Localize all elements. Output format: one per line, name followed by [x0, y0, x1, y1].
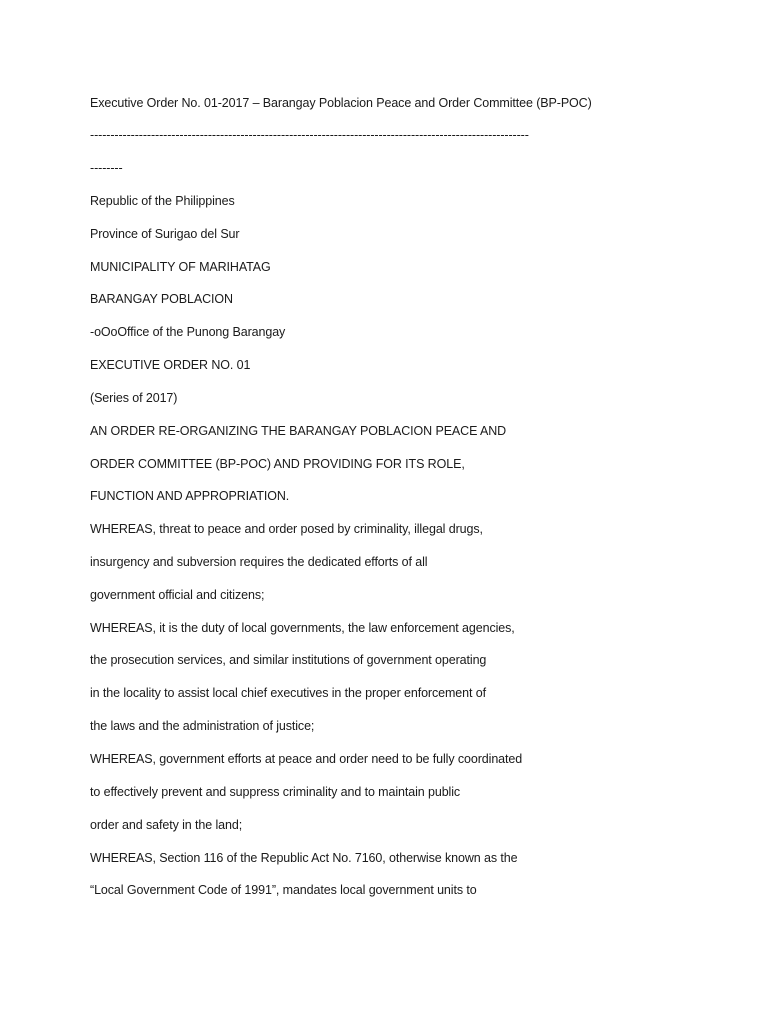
- text-line-whereas-3b: to effectively prevent and suppress criminality and to maintain public: [90, 785, 461, 799]
- text-line-whereas-4: WHEREAS, Section 116 of the Republic Act No. 7160, otherwise known as the: [90, 851, 518, 865]
- text-line-whereas-1b: insurgency and subversion requires the dedicated efforts of all: [90, 555, 428, 569]
- text-line-whereas-2c: in the locality to assist local chief executives in the proper enforcement of: [90, 686, 486, 700]
- text-line-whereas-2d: the laws and the administration of justice;: [90, 719, 315, 733]
- separator-line: ------------------------------------------------------------------------------------------------------------: [90, 128, 529, 142]
- text-line-whereas-3c: order and safety in the land;: [90, 818, 243, 832]
- text-line-municipality: MUNICIPALITY OF MARIHATAG: [90, 260, 271, 274]
- text-line-republic: Republic of the Philippines: [90, 194, 235, 208]
- separator-line-continued: --------: [90, 161, 123, 175]
- text-line-whereas-2: WHEREAS, it is the duty of local governments, the law enforcement agencies,: [90, 621, 515, 635]
- text-line-order-title-2: ORDER COMMITTEE (BP-POC) AND PROVIDING FOR ITS ROLE,: [90, 457, 465, 471]
- text-line-whereas-1: WHEREAS, threat to peace and order posed by criminality, illegal drugs,: [90, 522, 483, 536]
- text-line-order-title-3: FUNCTION AND APPROPRIATION.: [90, 489, 290, 503]
- text-line-whereas-2b: the prosecution services, and similar institutions of government operating: [90, 653, 487, 667]
- text-line-barangay: BARANGAY POBLACION: [90, 292, 233, 306]
- text-line-office: -oOoOffice of the Punong Barangay: [90, 325, 286, 339]
- text-line-whereas-3: WHEREAS, government efforts at peace and order need to be fully coordinated: [90, 752, 523, 766]
- document-title: Executive Order No. 01-2017 – Barangay Poblacion Peace and Order Committee (BP-POC): [90, 96, 592, 110]
- text-line-order-title-1: AN ORDER RE-ORGANIZING THE BARANGAY POBLACION PEACE AND: [90, 424, 507, 438]
- text-line-whereas-1c: government official and citizens;: [90, 588, 265, 602]
- text-line-province: Province of Surigao del Sur: [90, 227, 240, 241]
- text-line-whereas-4b: “Local Government Code of 1991”, mandates local government units to: [90, 883, 477, 897]
- text-line-series: (Series of 2017): [90, 391, 178, 405]
- text-line-order-number: EXECUTIVE ORDER NO. 01: [90, 358, 251, 372]
